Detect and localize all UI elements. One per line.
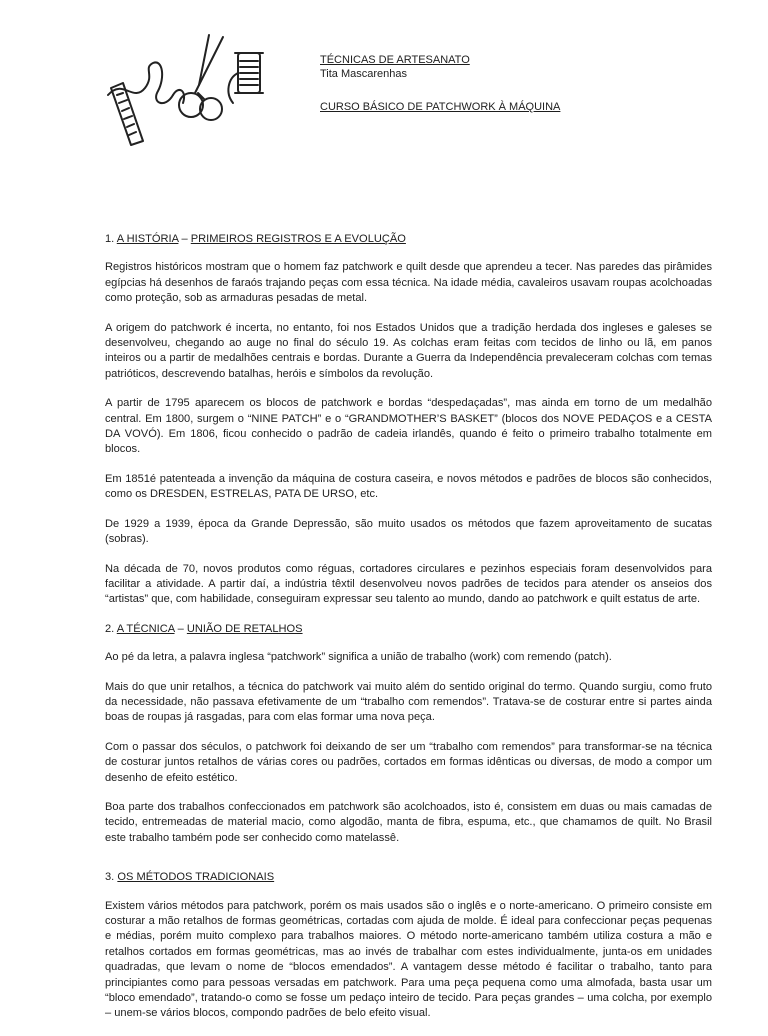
course-title: CURSO BÁSICO DE PATCHWORK À MÁQUINA — [320, 101, 561, 113]
document-body — [105, 232, 712, 1036]
paragraph: Na década de 70, novos produtos como réguas, cortadores circulares e pezinhos especiais foram desenvolvidos para facilitar a atividade. A partir daí, a indústria têxtil desenvolveu novos padrões de tecidos para atender os anseios dos “artistas” que, com habilidade, conseguiram expressar seu talento ao mundo, dando ao patchwork e quilt estatus de arte. — [105, 562, 712, 606]
paragraph: Ao pé da letra, a palavra inglesa “patchwork” significa a união de trabalho (work) com remendo (patch). — [105, 651, 612, 664]
section-title: A HISTÓRIA — [116, 233, 179, 245]
section-title: A TÉCNICA — [116, 622, 175, 635]
paragraph: A origem do patchwork é incerta, no entanto, foi nos Estados Unidos que a tradição herdada dos ingleses e galeses se desenvolveu, chegando ao auge no final do século 19. As colchas eram feitas com tecidos de linho ou lã, em panos inteiros ou a partir de medalhões centrais e bordas. Durante a Guerra da Independência prevaleceram colchas com temas patrióticos, descrevendo batalhas, heróis e símbolos da revolução. — [105, 321, 712, 380]
paragraph: Registros históricos mostram que o homem faz patchwork e quilt desde que aprendeu a tecer. Nas paredes das pirâmides egípcias há desenhos de faraós trajando peças com essa técnica. Na idade média, cavaleiros usavam roupas acolchoadas como proteção, sob as armaduras pesadas de metal. — [105, 261, 712, 305]
paragraph: Com o passar dos séculos, o patchwork foi deixando de ser um “trabalho com remendos” para transformar-se na técnica de costurar juntos retalhos de várias cores ou padrões, cortados em formas idênticas ou diversas, de modo a compor um desenho de efeito estético. — [105, 740, 712, 784]
paragraph: Em 1851é patenteada a invenção da máquina de costura caseira, e novos métodos e padrões de blocos são conhecidos, como os DRESDEN, ESTRELAS, PATA DE URSO, etc. — [105, 472, 712, 501]
section-title: OS MÉTODOS TRADICIONAIS — [117, 871, 275, 884]
paragraph: A partir de 1795 aparecem os blocos de patchwork e bordas “despedaçadas”, mas ainda em torno de um medalhão central. Em 1800, surgem o “NINE PATCH” e o “GRANDMOTHER’S BASKET” (blocos dos NOVE PEDAÇOS e a CESTA DA VOVÓ). Em 1806, ficou conhecido o padrão de cadeia irlandês, quando é feito o primeiro trabalho totalmente em blocos. — [105, 397, 712, 456]
section-dash: – — [181, 233, 188, 245]
sewing-tools-logo — [103, 33, 273, 151]
paragraph: Existem vários métodos para patchwork, porém os mais usados são o inglês e o norte-americano. O primeiro consiste em costurar a mão retalhos de formas geométricas, cortadas com ajuda de molde. É ideal para confeccionar peças pequenas e médias, porém muito complexo para trabalhos maiores. O método norte-americano também utiliza costura a mão e retalhos cortados em formas geométricas, mas ao invés de trabalhar com estes individualmente, junta-os em unidades quadradas, que levam o nome de “blocos emendados”. A vantagem desse método é facilitar o trabalho, tanto para principiantes como para pessoas versadas em patchwork. Para uma peça pequena como uma almofada, basta usar um “bloco emendado”, tratando-o como se fosse um pedaço inteiro de tecido. Para peças grandes – uma colcha, por exemplo – unem-se vários blocos, compondo padrões de belo efeito visual. — [105, 899, 712, 1020]
paragraph: Boa parte dos trabalhos confeccionados em patchwork são acolchoados, isto é, consistem em duas ou mais camadas de tecido, entremeadas de material macio, como algodão, manta de fibra, espuma, etc., que chamamos de quilt. No Brasil este trabalho também pode ser conhecido como matelassê. — [105, 800, 712, 844]
header-title: TÉCNICAS DE ARTESANATO — [320, 54, 470, 66]
paragraph: Mais do que unir retalhos, a técnica do patchwork vai muito além do sentido original do termo. Quando surgiu, como fruto da necessidade, não passava efetivamente de um “trabalho com remendos”. Tratava-se de costurar entre si partes ainda boas de roupas já rasgadas, para com elas formar uma nova peça. — [105, 680, 712, 724]
section-dash: – — [177, 622, 184, 635]
header-author: Tita Mascarenhas — [320, 68, 408, 80]
section-subtitle: PRIMEIROS REGISTROS E A EVOLUÇÃO — [190, 233, 406, 245]
paragraph: De 1929 a 1939, época da Grande Depressão, são muito usados os métodos que fazem aproveitamento de sucatas (sobras). — [105, 517, 712, 546]
section-number: 1. — [105, 233, 115, 245]
document-header — [320, 53, 560, 114]
section-number: 3. — [105, 871, 115, 884]
section-subtitle: UNIÃO DE RETALHOS — [186, 622, 303, 635]
section-number: 2. — [105, 622, 115, 635]
section-heading-history — [105, 232, 712, 247]
section-heading-methods — [105, 870, 712, 885]
section-heading-technique — [105, 622, 712, 637]
